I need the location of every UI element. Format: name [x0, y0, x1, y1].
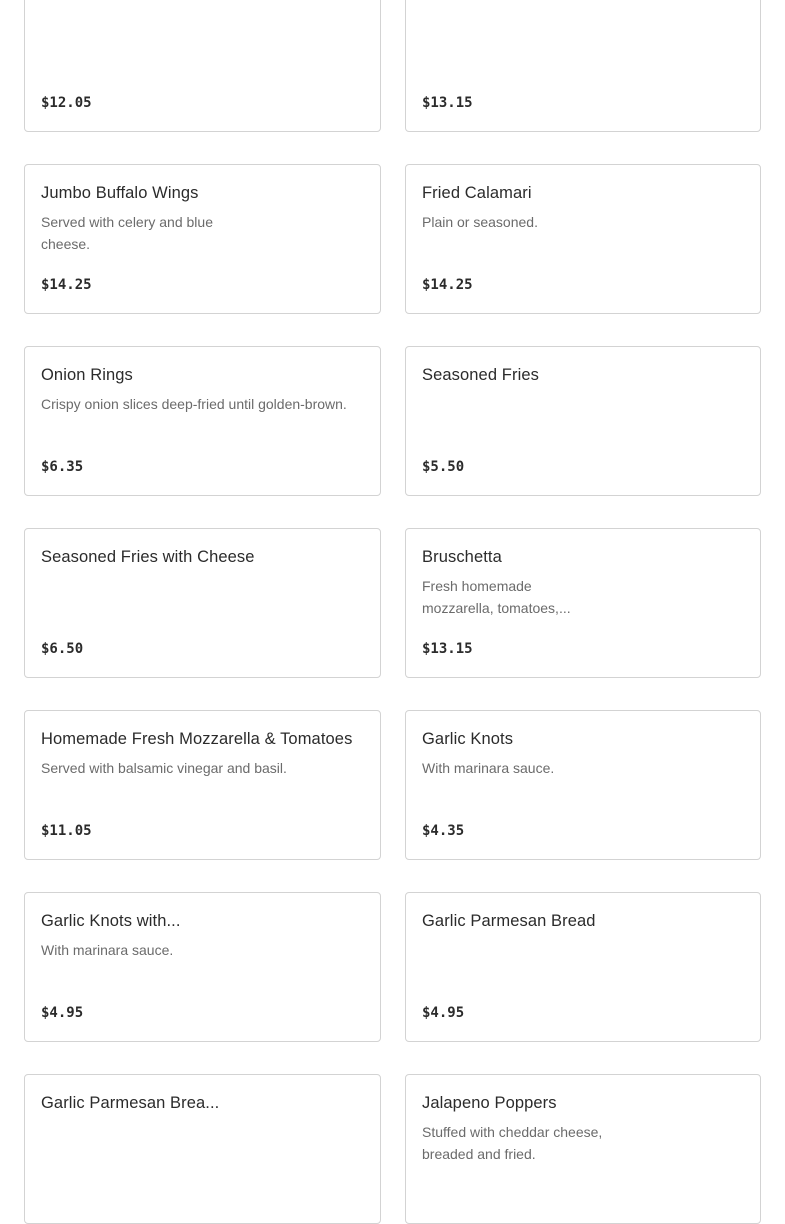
menu-item-price: $14.25: [422, 277, 473, 293]
menu-item-price: $6.50: [41, 641, 84, 657]
menu-item-card[interactable]: [24, 346, 381, 496]
menu-item-name: Bruschetta: [422, 548, 502, 566]
menu-item-name: Garlic Parmesan Bread: [422, 912, 596, 930]
menu-item-description: With marinara sauce.: [41, 942, 174, 958]
menu-item-name: Homemade Fresh Mozzarella & Tomatoes: [41, 730, 353, 748]
menu-item-name: Fried Calamari: [422, 184, 532, 202]
menu-item-card[interactable]: [405, 528, 761, 678]
menu-item-price: $5.50: [422, 459, 465, 475]
menu-item-description: Stuffed with cheddar cheese, breaded and fried.: [422, 1124, 603, 1162]
menu-item-name: Jumbo Buffalo Wings: [41, 184, 199, 202]
menu-item-name: Seasoned Fries with Cheese: [41, 548, 255, 566]
menu-item-description: Plain or seasoned.: [422, 214, 538, 230]
menu-item-card[interactable]: [405, 710, 761, 860]
menu-item-description: Served with balsamic vinegar and basil.: [41, 760, 287, 776]
menu-item-description: Served with celery and blue cheese.: [41, 214, 213, 252]
menu-item-price: $12.05: [41, 95, 92, 111]
menu-item-card[interactable]: [24, 710, 381, 860]
menu-item-card[interactable]: [405, 0, 761, 132]
menu-item-price: $13.15: [422, 641, 473, 657]
menu-item-card[interactable]: [405, 346, 761, 496]
menu-item-grid: [24, 0, 761, 1224]
menu-item-description: Crispy onion slices deep-fried until golden-brown.: [41, 396, 347, 412]
menu-item-price: $4.95: [41, 1005, 84, 1021]
menu-item-name: Garlic Knots: [422, 730, 514, 748]
menu-item-price: $4.35: [422, 823, 465, 839]
menu-item-card[interactable]: [405, 1074, 761, 1224]
menu-item-price: $13.15: [422, 95, 473, 111]
menu-item-card[interactable]: [405, 892, 761, 1042]
menu-item-description: Fresh homemade mozzarella, tomatoes,...: [422, 578, 571, 616]
menu-item-price: $4.95: [422, 1005, 465, 1021]
menu-item-card[interactable]: [24, 0, 381, 132]
menu-item-price: $6.35: [41, 459, 84, 475]
menu-item-name: Jalapeno Poppers: [422, 1094, 557, 1112]
menu-item-name: Garlic Parmesan Brea...: [41, 1094, 220, 1112]
menu-item-card[interactable]: [24, 528, 381, 678]
menu-item-name: Garlic Knots with...: [41, 912, 181, 930]
menu-item-name: Onion Rings: [41, 366, 133, 384]
menu-item-description: With marinara sauce.: [422, 760, 555, 776]
menu-item-price: $14.25: [41, 277, 92, 293]
menu-item-card[interactable]: [405, 164, 761, 314]
menu-item-card[interactable]: [24, 892, 381, 1042]
menu-item-price: $11.05: [41, 823, 92, 839]
menu-item-name: Seasoned Fries: [422, 366, 539, 384]
menu-item-card[interactable]: [24, 164, 381, 314]
menu-item-card[interactable]: [24, 1074, 381, 1224]
